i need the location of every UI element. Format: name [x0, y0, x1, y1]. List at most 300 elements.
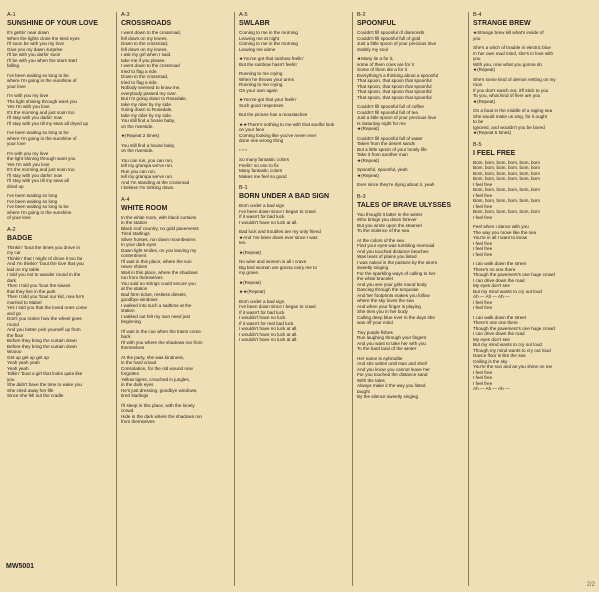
- song-block: [121, 12, 230, 191]
- song-number: B-1: [239, 185, 248, 191]
- song-number: B-3: [357, 193, 366, 200]
- lyric-line: Her name is Aphrodite: [357, 355, 403, 361]
- song-block: [473, 142, 591, 392]
- lyric-line: If you don't watch out, it'll stick to you: [473, 87, 549, 93]
- lyric-line: Take it from another man: [357, 152, 408, 157]
- song-title: STRANGE BREW: [473, 20, 531, 27]
- lyric-line: ★Strange brew kill what's inside of: [473, 30, 544, 35]
- lyric-line: Before they bring the curtain down: [7, 338, 77, 343]
- song-block: [239, 12, 348, 179]
- lyric-line: ★(Repeat): [473, 67, 495, 72]
- lyric-line: I told you not to wander round in the: [7, 272, 81, 277]
- lyric-line: Ceiling is the sky: [473, 358, 508, 364]
- lyric-line: Give you my dawn surprise: [7, 46, 63, 52]
- song-number: A-3: [121, 12, 130, 18]
- lyric-line: on your face: [239, 127, 265, 132]
- lyric-line: the white bracelet: [357, 276, 394, 281]
- lyric-line: Was tears of plains you listed: [357, 254, 417, 259]
- lyric-line: I can drive down the road: [473, 331, 525, 336]
- song-title: I FEEL FREE: [473, 149, 516, 157]
- lyric-line: Leaving me alone: [239, 46, 276, 52]
- lyric-line: You still find a hoose baby,: [121, 118, 176, 123]
- lyric-line: I'll stay with you till my seas all dryed up: [7, 120, 89, 126]
- lyric-line: from themselves: [121, 419, 155, 424]
- lyric-line: You can run, you can run,: [121, 157, 174, 163]
- lyric-line: You're the sun and as you shine on me: [473, 364, 553, 369]
- lyric-line: No wine and women is all I crave: [239, 259, 307, 264]
- lyric-line: Don't you notice how the wheel goes: [7, 316, 82, 321]
- lyric-line: She's a witch of trouble in electric blue: [473, 45, 551, 50]
- lyric-line: I feel free: [473, 203, 493, 209]
- lyric-line: ★(Repeat): [239, 249, 261, 255]
- lyric-line: Bom, bom, bom, bom, bom, bom: [473, 159, 540, 165]
- lyric-line: Just a little spoon of your precious love: [357, 41, 437, 46]
- lyric-line: But my mind wants to cry out loud: [473, 342, 542, 347]
- song-block: [121, 197, 230, 425]
- lyric-line: Then I told you 'bout our kid, now he's: [7, 294, 85, 299]
- lyric-line: It's the morning and just soon too: [7, 167, 75, 172]
- lyric-line: Though my mind wants to cry out loud: [473, 347, 551, 353]
- song-title: BADGE: [7, 234, 33, 242]
- lyric-line: I walked into such a sadtime at the: [121, 302, 192, 308]
- lyric-line: Black roof country, no gold pavements: [121, 225, 199, 231]
- lyric-line: I feel free: [473, 251, 493, 257]
- lyric-line: By the silence sweetly singing: [357, 394, 419, 399]
- lyric-line: Just a little spoon of your precious love: [357, 115, 437, 120]
- lyric-line: And she writes until man and shell: [357, 361, 427, 366]
- lyric-line: tired starlings: [121, 393, 149, 398]
- lyrics-column-3: [234, 12, 352, 586]
- song-title: WHITE ROOM: [121, 204, 168, 212]
- lyric-line: But the picture has a moustaches: [239, 112, 308, 117]
- lyric-line: I wouldn't have no luck at all.: [239, 337, 298, 342]
- lyrics-column-2: [116, 12, 234, 586]
- lyric-line: Nobody seemed to know me,: [121, 85, 181, 90]
- lyric-line: roon: [473, 82, 483, 87]
- lyric-line: ★(Repeat): [357, 157, 379, 163]
- lyric-line: on the riverside.: [121, 123, 154, 129]
- lyric-line: fell down on my knees.: [121, 46, 168, 52]
- lyric-line: Calling deep blue river in the days she: [357, 314, 435, 320]
- lyric-line: Couldn't fill spoonful full of water: [357, 135, 423, 141]
- lyric-line: Find your eyes was tumbling mermaid: [357, 243, 435, 248]
- lyric-line: The way you move like the sea: [473, 229, 537, 235]
- lyric-line: Big bed woman are gonna carry me to: [239, 264, 317, 270]
- song-number: A-1: [7, 12, 16, 18]
- song-title: SPOONFUL: [357, 20, 396, 27]
- lyric-line: But a little spoon of your lonely life: [357, 146, 427, 152]
- lyric-line: Dance floor is like the sea: [473, 353, 526, 358]
- lyric-line: Bom, bom, bom, bom, bom, bom: [473, 170, 540, 176]
- lyric-line: At the party, she was kindness,: [121, 354, 185, 360]
- lyrics-column-4: [352, 12, 468, 586]
- lyric-line: I went down to the crossroad: [121, 63, 180, 68]
- lyric-line: Ignored, and wouldn't you be bored: [473, 124, 545, 130]
- lyric-line: And you touched distance beaches: [357, 248, 429, 254]
- song-number: A-2: [7, 226, 16, 233]
- lyric-line: Coming looking like you've never ever: [239, 132, 317, 138]
- lyric-line: where I'm going in the sunshine of: [7, 135, 77, 141]
- song-title: BORN UNDER A BAD SIGN: [239, 193, 330, 200]
- lyric-line: Couldn't fill spoonful full of gold: [357, 35, 421, 41]
- lyric-line: I feel free: [473, 181, 493, 187]
- lyric-line: If it wasn't for real bad luck.: [239, 320, 295, 326]
- lyric-line: That spoon, that spoon that spoonful: [357, 83, 432, 89]
- lyric-line: themselves: [121, 345, 145, 350]
- lyrics-column-5: [468, 12, 595, 586]
- song-number: B-5: [473, 141, 482, 148]
- lyric-line: Then I told you 'bout the swans: [7, 283, 71, 288]
- lyric-line: Bom, bom, bom, bom, bom, bom: [473, 198, 540, 203]
- lyric-line: Silver horses, run down moonbeams: [121, 236, 196, 242]
- lyric-line: I feel free: [473, 299, 493, 305]
- lyric-line: Everything's a thinking about a spoonful: [357, 72, 439, 78]
- lyric-line: dried up: [7, 183, 24, 189]
- lyric-line: Since she fell out the cradle: [7, 393, 64, 398]
- lyric-line: With you, now what you gonna do: [473, 61, 542, 67]
- lyric-line: my car: [7, 250, 21, 255]
- lyric-line: ★And I've been down ever since I was: [239, 234, 318, 240]
- lyric-line: She didn't have the time to wake you: [7, 382, 82, 387]
- lyric-line: Makes me feel so good: [239, 173, 287, 179]
- lyric-line: Get up get up get up: [7, 354, 49, 360]
- lyric-line: In your dark eyes: [121, 242, 157, 247]
- lyric-line: sweetly singing: [357, 265, 389, 270]
- lyric-line: I feel free: [473, 214, 493, 220]
- lyric-line: goodbye windows: [121, 297, 158, 302]
- song-number: B-2: [357, 12, 366, 18]
- lyric-line: at the station: [121, 286, 148, 291]
- lyric-line: falling: [7, 63, 20, 68]
- lyric-line: I'm with you my love: [7, 93, 49, 98]
- lyric-line: contentment: [121, 253, 147, 258]
- lyric-line: For the sparkling ways of calling to her: [357, 270, 436, 276]
- lyric-line: to be: [473, 119, 484, 124]
- lyric-line: Run laughing through your fingers: [357, 335, 427, 340]
- lyric-line: And I'm standing at the crossroad: [121, 179, 190, 185]
- lyric-line: I've been down since I began to crawl.: [239, 208, 317, 214]
- lyric-line: And her footprints makes you follow: [357, 292, 430, 298]
- page-number: 2/2: [586, 582, 595, 588]
- lyric-line: My eyes don't see: [473, 336, 510, 342]
- lyric-line: I can walk down the street: [473, 314, 527, 320]
- lyric-line: But I'm going down to Rosedale,: [121, 96, 187, 101]
- lyric-line: Down to the crossroad,: [121, 41, 169, 46]
- lyric-line: Yes I'm with you love: [7, 161, 50, 167]
- lyric-line: ★★There's nothing to me with that soulful look: [239, 121, 335, 127]
- lyric-line: I've been waiting so long to be: [7, 72, 69, 78]
- lyric-line: Though the pavement's one huge crowd: [473, 272, 555, 277]
- lyric-line: I'll wait in the cue when the trains come: [121, 328, 201, 334]
- lyric-line: You said no strings could secure you: [121, 280, 196, 286]
- lyric-line: ★★(Repeat): [239, 289, 266, 294]
- lyric-line: you: [473, 35, 481, 41]
- lyric-line: Run you can run,: [121, 168, 156, 174]
- lyric-line: Coming to me in the morning: [239, 41, 298, 46]
- lyric-line: take my rider by my side.: [121, 112, 173, 118]
- lyric-line: There's no one there: [473, 266, 516, 272]
- lyric-line: Some of them die a for it: [357, 67, 408, 72]
- lyric-line: and go: [7, 310, 22, 316]
- lyric-line: I wouldn't have no luck at all.: [239, 331, 298, 337]
- lyric-line: Before they bring the curtain down: [7, 343, 77, 349]
- lyric-line: Born under a bad sign: [239, 203, 285, 208]
- lyric-line: Many fantastic colors: [239, 168, 283, 173]
- lyric-line: Yeah yeah: [7, 365, 29, 371]
- lyric-line: And you want to take her with you: [357, 340, 426, 346]
- lyric-line: Such good responses: [239, 102, 284, 108]
- lyrics-column-1: [4, 12, 116, 586]
- lyric-line: Talkin' 'bout a girl that looks quite like: [7, 371, 83, 376]
- lyric-line: ★Many lie a for it,: [357, 56, 394, 61]
- lyric-line: It's gettin' near down: [7, 30, 49, 35]
- lyric-line: I'll soon be with you my love: [7, 41, 65, 46]
- lyric-line: ★(Repeat): [239, 279, 261, 285]
- lyric-line: That spoon, that spoon that spoonful: [357, 89, 432, 94]
- lyric-line: And when your finger is playing: [357, 303, 421, 309]
- lyric-line: Hide in the dark where the shadows run: [121, 413, 202, 419]
- lyric-line: It's the morning and just soon too: [7, 109, 75, 115]
- lyric-line: done one wrong thing: [239, 138, 284, 143]
- lyric-line: Though the pavement's one huge crowd: [473, 325, 555, 331]
- lyric-line: Born under a bad sign.: [239, 298, 286, 304]
- lyric-line: Tiny purple fishes: [357, 329, 393, 335]
- lyric-line: But my mind wants to cry out loud: [473, 288, 542, 294]
- lyric-line: You still find a house baby,: [121, 142, 176, 148]
- lyric-line: run from themselves: [121, 275, 163, 280]
- lyric-line: Yes I'm with you love: [7, 104, 50, 109]
- lyric-line: Couldn't fill spoonful full of coffee: [357, 104, 424, 109]
- lyric-line: Who brings you down forever: [357, 217, 417, 222]
- lyric-line: He's just dressing, goodbye windows,: [121, 387, 198, 393]
- lyric-line: In her own mad mind, she's in love with: [473, 50, 554, 56]
- lyric-line: I'll sleep in this place, with the lonely: [121, 402, 195, 408]
- lyric-line: So many fantastic colors: [239, 157, 290, 162]
- lyric-line: everybody passed my over.: [121, 90, 177, 96]
- lyric-line: tell my grampa we've run.: [121, 163, 174, 168]
- lyric-line: I ask my girl when I said,: [121, 52, 172, 57]
- lyric-line: But you wrote upon the steamer: [357, 222, 423, 228]
- lyric-line: Couldn't fill spoonful of diamonds: [357, 30, 425, 35]
- lyric-line: ten.: [239, 240, 247, 245]
- lyric-line: crowd: [121, 408, 134, 413]
- lyric-line: ★You've got that your feelin': [239, 97, 297, 102]
- lyric-line: I feel free: [473, 380, 493, 386]
- lyric-line: Yellow tigers, crouched in jungles,: [121, 376, 191, 382]
- lyric-line: in the dark eyes: [121, 382, 154, 387]
- lyric-line: Running to me crying: [239, 82, 283, 87]
- lyric-line: round: [7, 321, 19, 327]
- lyric-line: I believe I'm sinking down.: [121, 185, 175, 190]
- lyric-line: station: [121, 308, 135, 313]
- lyric-line: you: [473, 56, 481, 61]
- lyric-line: I'll stay with you till my seas all: [7, 178, 69, 183]
- lyric-line: Ever since they're dying about it, yeah: [357, 182, 435, 187]
- lyric-line: ★(Repeat): [357, 172, 379, 178]
- lyric-line: I feel free: [473, 192, 493, 198]
- lyric-line: ★(Repeat 5 times): [473, 130, 512, 135]
- lyric-line: I've been waiting so long to be: [7, 204, 69, 209]
- lyric-line: I wouldn't have no luck at all.: [239, 219, 298, 225]
- song-block: [473, 12, 591, 136]
- lyric-line: The light shining through want you: [7, 98, 77, 104]
- lyric-line: I feel free: [473, 369, 493, 375]
- lyric-line: I've been waiting so long: [7, 193, 58, 198]
- song-title: SUNSHINE OF YOUR LOVE: [7, 20, 98, 27]
- lyric-line: some of them cries are for it: [357, 61, 414, 67]
- lyric-line: taught: [357, 388, 370, 394]
- lyric-line: I've been down since I began to crawl.: [239, 304, 317, 309]
- lyric-line: To the hard land of the winter: [357, 346, 417, 351]
- lyric-line: And I'm thinkin' 'bout the love that you: [7, 261, 84, 266]
- lyric-line: My eyes don't see: [473, 283, 510, 288]
- lyric-line: on the riverside.: [121, 148, 154, 153]
- lyric-line: And you know you cannot leave her: [357, 366, 430, 372]
- lyric-line: To you, what kind of fiver are you: [473, 93, 541, 98]
- lyric-line: And you see your girls round body: [357, 281, 427, 287]
- lyric-line: I wouldn't have no luck at all.: [239, 326, 298, 331]
- lyric-line: I can walk down the street: [473, 261, 527, 266]
- lyric-line: fell down on my knees.: [121, 35, 168, 41]
- lyric-line: Dancing through the turquoise: [357, 287, 419, 292]
- lyric-line: She tries you in her body: [357, 309, 408, 314]
- lyric-line: Feelin' no one to fix: [239, 162, 279, 168]
- lyric-line: But the rainbow hasn't feelin': [239, 61, 298, 67]
- lyric-line: take me if you please.: [121, 57, 166, 63]
- lyric-line: Yes I told you that the loved ones come: [7, 305, 88, 310]
- lyric-line: Satisfy my soul: [357, 46, 388, 52]
- lyric-line: laid on my table: [7, 266, 40, 272]
- lyric-line: I'll be with you darlin' soon: [7, 52, 61, 57]
- lyric-line: ★(Repeat): [357, 126, 379, 131]
- lyric-line: where I'm going in the sunshine: [7, 209, 72, 215]
- song-title: TALES OF BRAVE ULYSSES: [357, 201, 451, 209]
- lyric-line: I feel free: [473, 375, 493, 380]
- lyric-line: back: [121, 334, 131, 339]
- lyric-line: In the white room, with black curtains: [121, 214, 197, 220]
- lyric-line: Ah — Ah — Ah —: [473, 294, 510, 299]
- lyric-line: I feel free: [473, 305, 493, 310]
- lyric-line: dark: [7, 277, 16, 283]
- song-title: CROSSROADS: [121, 20, 172, 27]
- lyric-line: Coming to me in the morning: [239, 30, 298, 35]
- lyric-line: where the sky loves the sea: [357, 298, 414, 303]
- lyric-line: beginning: [121, 319, 141, 324]
- lyric-line: I'm with you my love: [7, 150, 49, 156]
- lyric-line: Is Saturday night for me: [357, 120, 406, 126]
- lyric-line: I'll stay with you darlin' now: [7, 172, 63, 178]
- lyric-line: If it wasn't for bad luck: [239, 309, 285, 315]
- lyric-line: Bom, bom, bom, bom, bom, bom: [473, 176, 540, 181]
- lyric-line: I'll with you where the shadows run from: [121, 339, 203, 345]
- lyric-line: She's some kind of demon setting on my: [473, 76, 556, 82]
- lyric-line: Bad form ticket, restless diesels,: [121, 291, 187, 297]
- lyric-line: your love: [7, 83, 26, 89]
- song-block: [357, 12, 464, 188]
- lyric-line: Taken from the desert sands: [357, 141, 415, 146]
- lyric-line: your love: [7, 141, 26, 146]
- catalog-number: MW5001: [6, 563, 35, 570]
- lyric-line: * * *: [239, 147, 247, 153]
- lyric-line: She would make us sing, for it ought: [473, 113, 548, 119]
- lyric-line: Thinkin' 'bout the times you drove in: [7, 244, 80, 250]
- lyric-line: I was naked in the pasture by the storm: [357, 259, 438, 265]
- song-block: [239, 185, 348, 343]
- lyric-line: Down to the crossroad,: [121, 74, 169, 79]
- lyric-line: Running to me crying: [239, 71, 283, 76]
- lyric-line: You're in all I want to know: [473, 235, 528, 240]
- lyric-line: in the hard crowd: [121, 360, 157, 365]
- lyric-line: that they live in the park: [7, 288, 56, 294]
- lyric-line: Spoonful, spoonful, yeah: [357, 167, 408, 172]
- lyric-line: I'll wait in this place, where the sun: [121, 258, 192, 264]
- lyric-line: Wait in this place, where the shadows: [121, 269, 198, 275]
- lyric-line: of your love: [7, 215, 31, 220]
- lyric-line: never shines: [121, 264, 148, 269]
- lyric-line: ★(Repeat): [473, 98, 495, 104]
- lyric-line: forgotten: [121, 371, 140, 376]
- lyric-line: When the lights close the tired eyes: [7, 35, 80, 41]
- lyric-line: Yeah yeah yeah: [7, 360, 40, 365]
- lyric-line: Tired starlings: [121, 231, 150, 236]
- lyric-line: Going down to Rosedale,: [121, 107, 173, 112]
- song-block: [7, 227, 113, 399]
- lyric-line: Couldn't fill spoonful full of tea: [357, 109, 418, 115]
- lyric-line: Bom, bom, bom, bom, bom, bom: [473, 165, 540, 170]
- lyric-line: I feel free: [473, 240, 493, 246]
- lyric-line: To the violence of the sea: [357, 228, 410, 233]
- lyric-line: Bad luck and troubles are my only friend: [239, 229, 321, 234]
- lyric-line: I went down to the crossroad,: [121, 30, 182, 35]
- lyric-line: Always make it the way you listed: [357, 383, 426, 388]
- lyric-line: Ah — Ah — Ah —: [473, 386, 510, 391]
- lyric-line: I wouldn't have no luck.: [239, 315, 287, 320]
- lyric-line: ★(Repeat 2 times): [121, 133, 160, 138]
- lyric-line: Woooo: [7, 349, 22, 354]
- lyric-line: I can drive down the road: [473, 277, 525, 283]
- lyric-line: tell my grampa we've run.: [121, 174, 174, 179]
- lyric-line: She cried away her life: [7, 387, 54, 393]
- lyric-line: I've been waiting so long to be: [7, 130, 69, 135]
- lyric-line: tried to flag a ride.: [121, 68, 158, 74]
- lyric-line: I feel free: [473, 246, 493, 251]
- lyric-line: Feel when I dance with you: [473, 224, 529, 229]
- lyric-line: Consolation, for the old wound now: [121, 365, 193, 371]
- song-number: B-4: [473, 12, 482, 18]
- lyric-line: my grave.: [239, 270, 260, 275]
- lyric-line: There's one one there: [473, 320, 518, 325]
- lyric-line: I walked out felt my own need just: [121, 313, 190, 319]
- song-number: A-4: [121, 196, 130, 203]
- lyric-line: And you better pick yourself up from: [7, 327, 81, 332]
- lyric-line: Bom, bom, bom, bom, bom, bom: [473, 187, 540, 192]
- lyric-line: At the colors of the sea: [357, 237, 404, 243]
- song-number: A-5: [239, 12, 248, 18]
- lyric-line: the light shining through want you: [7, 156, 76, 161]
- lyric-line: With the tales: [357, 377, 385, 383]
- lyric-line: take my rider by my side.: [121, 101, 173, 107]
- lyric-line: When he throws your arms: [239, 76, 294, 82]
- lyric-line: you: [7, 376, 15, 382]
- lyric-line: I've been waiting so long: [7, 198, 58, 204]
- lyric-line: Leaving me at night: [239, 35, 280, 41]
- lyric-line: For you touched the distance sand: [357, 372, 428, 377]
- lyric-line: Bom, bom, bom, bom, bom, bom: [473, 209, 540, 214]
- lyric-line: You thought it latter in the winter: [357, 211, 423, 217]
- lyric-line: the floor: [7, 332, 24, 338]
- lyric-line: tried to flag a ride.: [121, 79, 158, 85]
- lyric-line: On your own again: [239, 87, 278, 93]
